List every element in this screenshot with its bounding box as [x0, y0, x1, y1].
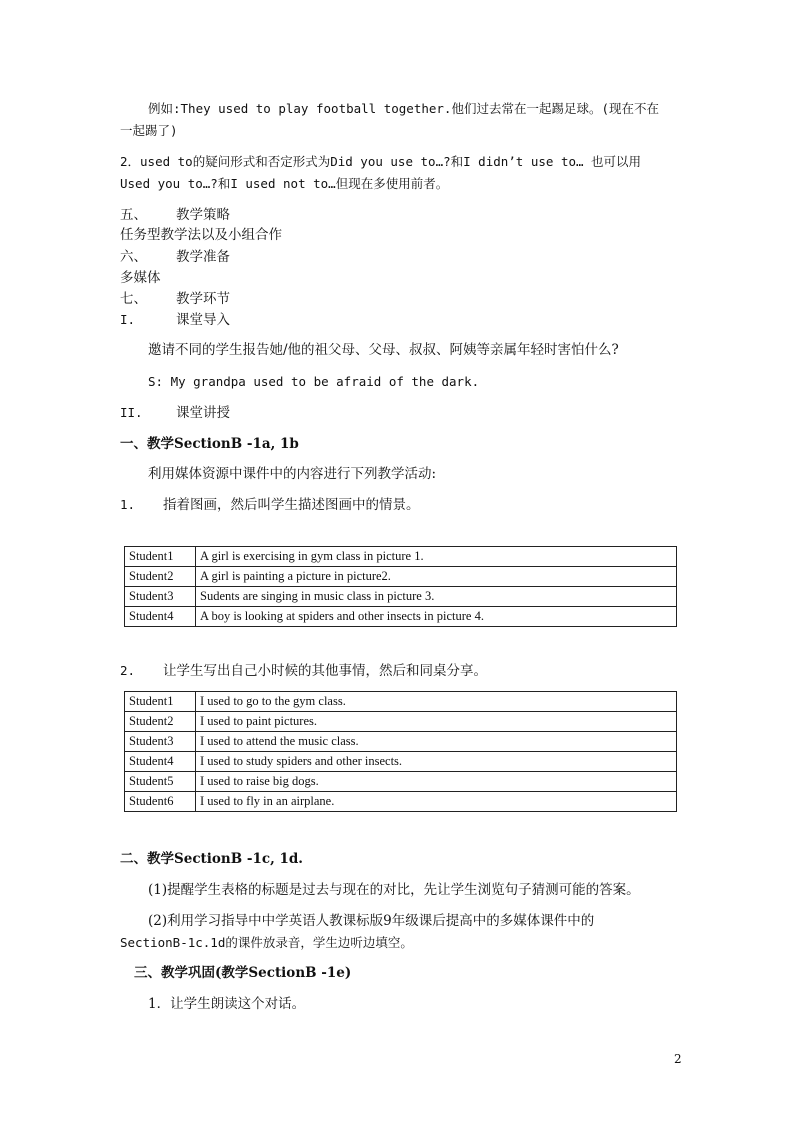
student-cell: Student4 — [125, 607, 196, 627]
heading-2-paragraph-2-line-1: (2)利用学习指导中中学英语人教课标版9年级课后提高中的多媒体课件中的 — [148, 913, 595, 929]
section-6-number: 六、 — [120, 249, 147, 265]
sentence-cell: I used to study spiders and other insects. — [196, 752, 677, 772]
sentence-cell: I used to go to the gym class. — [196, 692, 677, 712]
roman-1-number: I. — [120, 312, 136, 327]
heading-2-paragraph-2-line-2: SectionB-1c.1d的课件放录音，学生边听边填空。 — [120, 935, 413, 950]
heading-1-body: 利用媒体资源中课件中的内容进行下列教学活动: — [148, 466, 437, 482]
sentence-cell: A girl is exercising in gym class in picture 1. — [196, 547, 677, 567]
used-to-sentences-table — [124, 691, 677, 812]
sentence-cell: I used to fly in an airplane. — [196, 792, 677, 812]
table-row — [125, 792, 677, 812]
heading-section-b-1c-1d: 二、教学SectionB -1c, 1d. — [120, 851, 304, 867]
student-cell: Student6 — [125, 792, 196, 812]
roman-2-number: II. — [120, 405, 143, 420]
student-cell: Student4 — [125, 752, 196, 772]
sentence-cell: I used to attend the music class. — [196, 732, 677, 752]
section-6-body: 多媒体 — [120, 270, 161, 286]
student-cell: Student5 — [125, 772, 196, 792]
table-row — [125, 607, 677, 627]
section-7-title: 教学环节 — [176, 291, 230, 307]
student-cell: Student2 — [125, 712, 196, 732]
usage-note-line-1: 2．used to的疑问形式和否定形式为Did you use to…?和I didn’t use to… 也可以用 — [120, 154, 642, 169]
sentence-cell: Sudents are singing in music class in picture 3. — [196, 587, 677, 607]
roman-1-title: 课堂导入 — [176, 312, 230, 328]
heading-consolidation-1e: 三、教学巩固(教学SectionB -1e) — [134, 965, 352, 981]
student-cell: Student3 — [125, 587, 196, 607]
student-cell: Student1 — [125, 692, 196, 712]
page-number: 2 — [674, 1052, 682, 1066]
student-cell: Student2 — [125, 567, 196, 587]
table-row — [125, 712, 677, 732]
heading-section-b-1a-1b: 一、教学SectionB -1a, 1b — [120, 436, 299, 452]
section-5-title: 教学策略 — [176, 207, 230, 223]
example-line-2: 一起踢了) — [120, 123, 178, 138]
table-row — [125, 772, 677, 792]
table-row — [125, 547, 677, 567]
heading-2-paragraph-1: (1)提醒学生表格的标题是过去与现在的对比，先让学生浏览句子猜测可能的答案。 — [148, 882, 640, 898]
table-row — [125, 752, 677, 772]
heading-3-step-1: 1．让学生朗读这个对话。 — [148, 996, 306, 1012]
example-line-1: 例如:They used to play football together.他们过去常在一起踢足球。(现在不在 — [148, 101, 659, 116]
sample-answer: S: My grandpa used to be afraid of the dark. — [148, 374, 480, 389]
sentence-cell: A girl is painting a picture in picture2. — [196, 567, 677, 587]
student-cell: Student1 — [125, 547, 196, 567]
step-2-text: 让学生写出自己小时候的其他事情，然后和同桌分享。 — [163, 663, 487, 679]
step-2-number: 2. — [120, 663, 136, 678]
sentence-cell: I used to paint pictures. — [196, 712, 677, 732]
intro-activity: 邀请不同的学生报告她/他的祖父母、父母、叔叔、阿姨等亲属年轻时害怕什么? — [148, 342, 619, 358]
student-cell: Student3 — [125, 732, 196, 752]
table-row — [125, 732, 677, 752]
section-6-title: 教学准备 — [176, 249, 230, 265]
sentence-cell: A boy is looking at spiders and other insects in picture 4. — [196, 607, 677, 627]
step-1-number: 1. — [120, 497, 136, 512]
step-1-text: 指着图画，然后叫学生描述图画中的情景。 — [163, 497, 420, 513]
table-row — [125, 692, 677, 712]
section-5-body: 任务型教学法以及小组合作 — [120, 227, 282, 243]
usage-note-line-2: Used you to…?和I used not to…但现在多使用前者。 — [120, 176, 449, 191]
section-5-number: 五、 — [120, 207, 147, 223]
roman-2-title: 课堂讲授 — [176, 405, 230, 421]
table-row — [125, 587, 677, 607]
section-7-number: 七、 — [120, 291, 147, 307]
picture-description-table — [124, 546, 677, 627]
sentence-cell: I used to raise big dogs. — [196, 772, 677, 792]
table-row — [125, 567, 677, 587]
